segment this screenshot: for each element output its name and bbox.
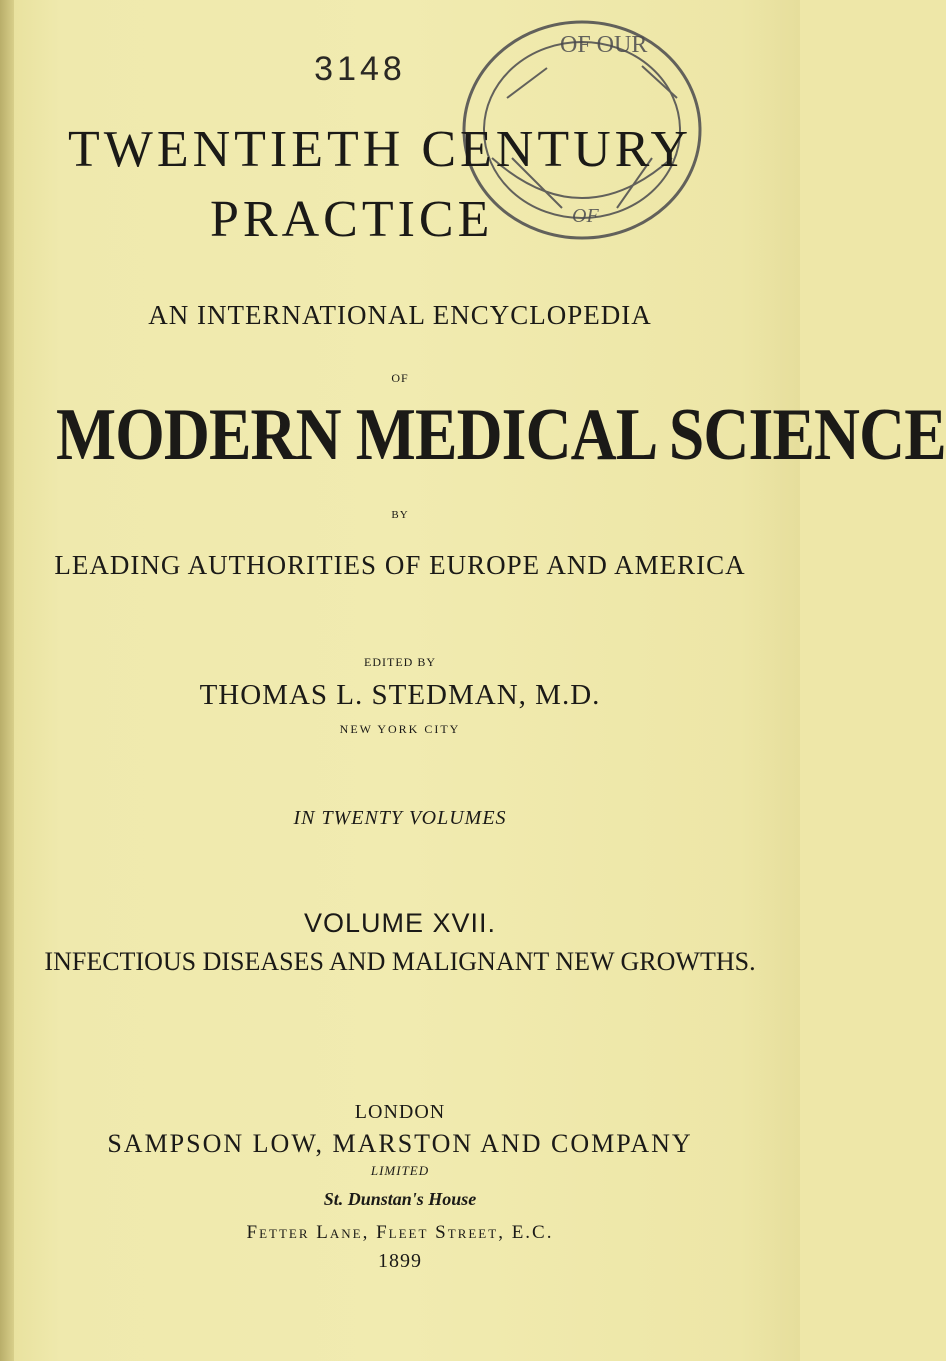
editor-city: NEW YORK CITY [339,722,461,736]
imprint-city: LONDON [354,1101,446,1123]
subtitle: AN INTERNATIONAL ENCYCLOPEDIA [148,300,652,330]
stamp-bottom-text: OF [572,205,599,227]
edited-by-label: EDITED BY [364,655,436,669]
publisher-name: SAMPSON LOW, MARSTON AND COMPANY [107,1129,693,1158]
publication-year: 1899 [378,1250,422,1272]
volume-count: IN TWENTY VOLUMES [293,807,507,829]
of-label: OF [391,371,409,385]
editor-name: THOMAS L. STEDMAN, M.D. [199,679,601,711]
volume-title: INFECTIOUS DISEASES AND MALIGNANT NEW GROWTHS. [44,947,756,976]
publisher-limited: LIMITED [370,1163,430,1178]
authors-line: LEADING AUTHORITIES OF EUROPE AND AMERICA [54,550,746,580]
publisher-address: Fetter Lane, Fleet Street, E.C. [246,1222,554,1243]
main-title: MODERN MEDICAL SCIENCE [56,394,946,476]
series-title-line2: PRACTICE [210,191,494,248]
publisher-house: St. Dunstan's House [323,1189,477,1209]
series-title-line1: TWENTIETH CENTURY [68,121,693,178]
by-label: BY [391,509,409,521]
volume-number: VOLUME XVII. [303,908,497,938]
shelf-number: 3148 [314,50,406,88]
stamp-top-text: OF OUR [560,32,648,58]
